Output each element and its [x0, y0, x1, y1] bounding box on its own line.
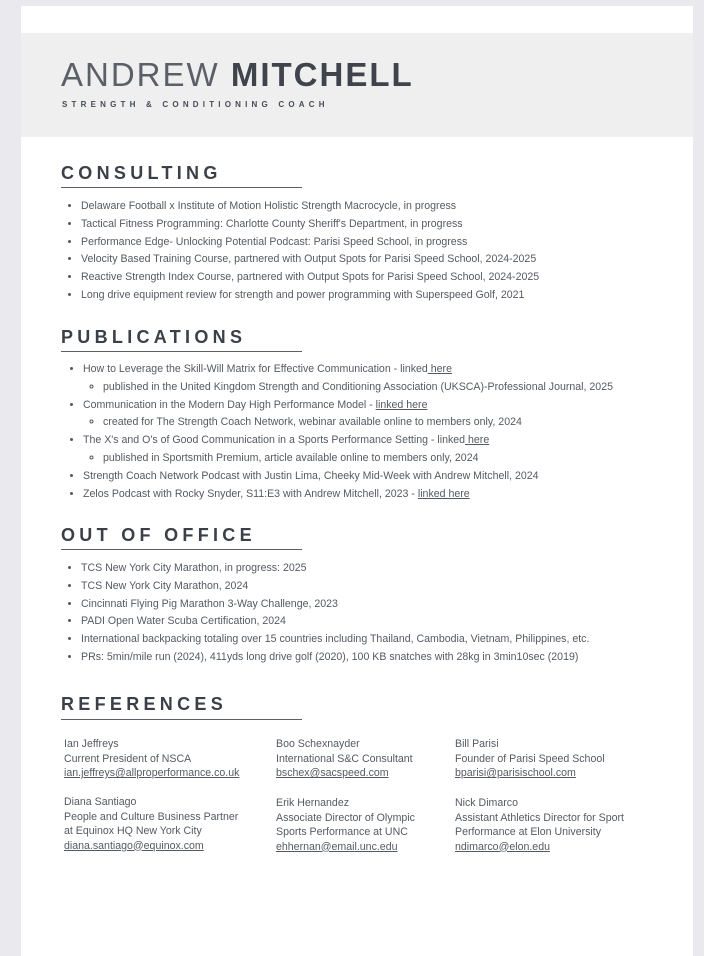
- list-item: • Long drive equipment review for strength and power programming with Superspeed Golf, 2021: [81, 287, 701, 305]
- publication-link[interactable]: here: [465, 434, 490, 447]
- list-item: • Cincinnati Flying Pig Marathon 3-Way Challenge, 2023: [81, 596, 701, 614]
- name-title: [61, 56, 414, 94]
- list-item: [83, 468, 703, 486]
- list-item: • PADI Open Water Scuba Certification, 2024: [81, 613, 701, 631]
- last-name: MITCHELL: [230, 56, 414, 93]
- reference-role: Founder of Parisi Speed School: [455, 752, 605, 765]
- reference-name: Nick Dimarco: [455, 797, 518, 809]
- list-item: [83, 361, 703, 397]
- reference-name: Ian Jeffreys: [64, 738, 119, 750]
- first-name: ANDREW: [61, 56, 220, 93]
- reference-card: [276, 796, 415, 854]
- list-item: • Performance Edge- Unlocking Potential Podcast: Parisi Speed School, in progress: [81, 234, 701, 252]
- out-of-office-list: [61, 560, 701, 667]
- publication-text: Zelos Podcast with Rocky Snyder, S11:E3 with Andrew Mitchell, 2023 -: [83, 487, 418, 500]
- list-item: • Velocity Based Training Course, partnered with Output Spots for Parisi Speed School, 2024-2025: [81, 251, 701, 269]
- list-item: [83, 432, 703, 468]
- sub-list-item: ◦ published in Sportsmith Premium, article available online to members only, 2024: [103, 450, 703, 468]
- list-item: • Tactical Fitness Programming: Charlotte County Sheriff's Department, in progress: [81, 216, 701, 234]
- reference-role: Sports Performance at UNC: [276, 826, 408, 838]
- list-item: • Reactive Strength Index Course, partnered with Output Spots for Parisi Speed School, 2024-2025: [81, 269, 701, 287]
- reference-card: [455, 737, 605, 781]
- list-item: • PRs: 5min/mile run (2024), 411yds long drive golf (2020), 100 KB snatches with 28kg in 3min10sec (2019): [81, 649, 701, 667]
- reference-email-link[interactable]: ehhernan@email.unc.edu: [276, 840, 398, 853]
- consulting-list: [61, 198, 701, 305]
- publication-link[interactable]: linked here: [375, 398, 428, 411]
- list-item: • Delaware Football x Institute of Motion Holistic Strength Macrocycle, in progress: [81, 198, 701, 216]
- sub-list: [83, 414, 703, 432]
- reference-role: Associate Director of Olympic: [276, 811, 415, 824]
- header: [21, 33, 693, 137]
- reference-email-link[interactable]: bschex@sacspeed.com: [276, 767, 389, 779]
- reference-email-link[interactable]: diana.santiago@equinox.com: [64, 839, 204, 852]
- sub-list-item: ◦ created for The Strength Coach Network, webinar available online to members only, 2024: [103, 414, 703, 432]
- reference-card: [455, 796, 624, 854]
- section-divider: [61, 351, 302, 352]
- list-item: • International backpacking totaling over 15 countries including Thailand, Cambodia, Vietnam, Philippines, etc.: [81, 631, 701, 649]
- reference-role: People and Culture Business Partner: [64, 810, 239, 823]
- reference-name: Diana Santiago: [64, 796, 137, 808]
- reference-email-link[interactable]: ndimarco@elon.edu: [455, 840, 550, 853]
- reference-card: [276, 737, 413, 781]
- consulting-heading: CONSULTING: [61, 163, 222, 183]
- reference-name: Boo Schexnayder: [276, 738, 360, 750]
- reference-role: Current President of NSCA: [64, 752, 192, 765]
- job-title: STRENGTH & CONDITIONING COACH: [62, 100, 329, 109]
- reference-card: [64, 795, 238, 853]
- publications-heading: PUBLICATIONS: [61, 327, 247, 347]
- sub-list-item: ◦ published in the United Kingdom Strength and Conditioning Association (UKSCA)-Professional Journal, 2025: [103, 379, 703, 397]
- list-item: [83, 397, 703, 433]
- publication-link[interactable]: linked here: [417, 487, 470, 500]
- reference-role: Performance at Elon University: [455, 826, 602, 838]
- reference-role: Assistant Athletics Director for Sport: [455, 811, 624, 824]
- section-divider: [61, 549, 302, 550]
- list-item: • TCS New York City Marathon, in progress: 2025: [81, 560, 701, 578]
- sub-list: [83, 379, 703, 397]
- reference-email-link[interactable]: ian.jeffreys@allproperformance.co.uk: [64, 767, 240, 779]
- reference-role: International S&C Consultant: [276, 752, 413, 765]
- out-of-office-heading: OUT OF OFFICE: [61, 525, 256, 545]
- resume-page: [21, 6, 693, 956]
- publication-text: Strength Coach Network Podcast with Justin Lima, Cheeky Mid-Week with Andrew Mitchell, 2024: [83, 469, 539, 482]
- section-divider: [61, 187, 302, 188]
- publication-text: The X's and O's of Good Communication in a Sports Performance Setting - linked: [83, 434, 466, 447]
- reference-role: at Equinox HQ New York City: [64, 825, 202, 837]
- publication-text: How to Leverage the Skill-Will Matrix for Effective Communication - linked: [83, 363, 428, 375]
- sub-list: [83, 450, 703, 468]
- section-divider: [61, 719, 302, 720]
- reference-card: [64, 737, 239, 781]
- references-heading: REFERENCES: [61, 694, 228, 714]
- list-item: • TCS New York City Marathon, 2024: [81, 578, 701, 596]
- reference-name: Bill Parisi: [455, 738, 499, 750]
- reference-email-link[interactable]: bparisi@parisischool.com: [455, 767, 576, 779]
- publications-list: [63, 361, 703, 503]
- list-item: [83, 486, 703, 504]
- publication-text: Communication in the Modern Day High Performance Model -: [83, 398, 376, 411]
- publication-link[interactable]: here: [427, 363, 452, 375]
- reference-name: Erik Hernandez: [276, 797, 350, 809]
